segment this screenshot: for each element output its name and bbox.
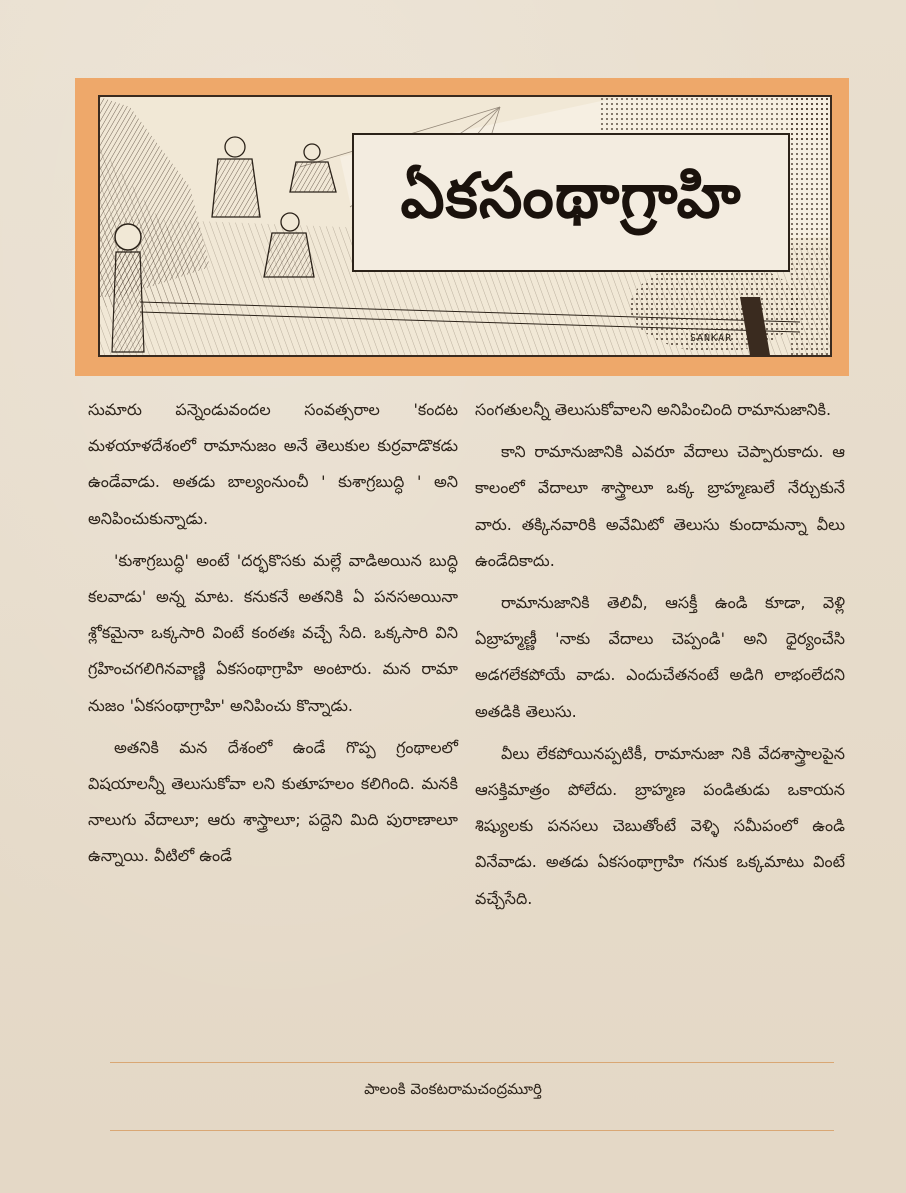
author-name: పాలంకి వెంకటరామచంద్రమూర్తి — [364, 1080, 542, 1098]
paragraph: సుమారు పన్నెండువందల సంవత్సరాల 'కందట మళయాళదేశంలో రామానుజం అనే తెలుకుల కుర్రవాడొకడు ఉండేవాడు. అతడు బాల్యంనుంచీ ' కుశాగ్రబుద్ధి ' అని అనిపించుకున్నాడు. — [88, 400, 458, 528]
paragraph: రామానుజానికి తెలివీ, ఆసక్తీ ఉండి కూడా, వెళ్లి ఏబ్రాహ్మణ్ణీ 'నాకు వేదాలు చెప్పండి' అని ధైర్యంచేసి అడగలేకపోయే వాడు. ఎందుచేతనంటే అడిగి లాభంలేదని అతడికి తెలుసు. — [475, 593, 845, 721]
paragraph: అతనికి మన దేశంలో ఉండే గొప్ప గ్రంథాలలో విషయాలన్నీ తెలుసుకోవా లని కుతూహలం కలిగింది. మనకి నాలుగు వేదాలూ; ఆరు శాస్త్రాలూ; పద్దెని మిది పురాణాలూ ఉన్నాయి. వీటిలో ఉండే — [88, 737, 458, 866]
divider-top — [110, 1062, 834, 1063]
paragraph: వీలు లేకపోయినప్పటికీ, రామానుజా నికి వేదశాస్త్రాలపైన ఆసక్తిమాత్రం పోలేదు. బ్రాహ్మణ పండితుడు ఒకాయన శిష్యులకు పనసలు చెబుతోంటే వెళ్ళి సమీపంలో ఉండి వినేవాడు. అతడు ఏకసంథాగ్రాహి గనుక ఒక్కమాటు వింటే వచ్చేసేది. — [475, 743, 845, 908]
paragraph: కాని రామానుజానికి ఎవరూ వేదాలు చెప్పారుకాదు. ఆ కాలంలో వేదాలూ శాస్త్రాలూ ఒక్క బ్రాహ్మణులే నేర్చుకునే వారు. తక్కినవారికి అవేమిటో తెలుసు కుందామన్నా వీలు ఉండేదికాదు. — [475, 442, 845, 570]
paragraph: సంగతులన్నీ తెలుసుకోవాలని అనిపించింది రామానుజానికి. — [475, 400, 832, 419]
paragraph: 'కుశాగ్రబుద్ధి' అంటే 'దర్భకొసకు మల్లే వాడిఅయిన బుద్ధి కలవాడు' అన్న మాట. కనుకనే అతనికి ఏ పనసఅయినా శ్లోకమైనా ఒక్కసారి వింటే కంఠతః వచ్చే సేది. ఒక్కసారి విని గ్రహించగలిగినవాణ్ణి ఏకసంథాగ్రాహి అంటారు. మన రామా నుజం 'ఏకసంథాగ్రాహి' అనిపించు కొన్నాడు. — [88, 550, 458, 715]
story-title: ఏకసంథాగ్రాహి — [400, 158, 742, 232]
divider-bottom — [110, 1130, 834, 1131]
left-column — [88, 392, 458, 875]
boy-figure — [112, 224, 144, 352]
title-box — [352, 133, 790, 272]
artist-signature: SANKAR — [690, 333, 733, 344]
right-column — [475, 392, 845, 917]
